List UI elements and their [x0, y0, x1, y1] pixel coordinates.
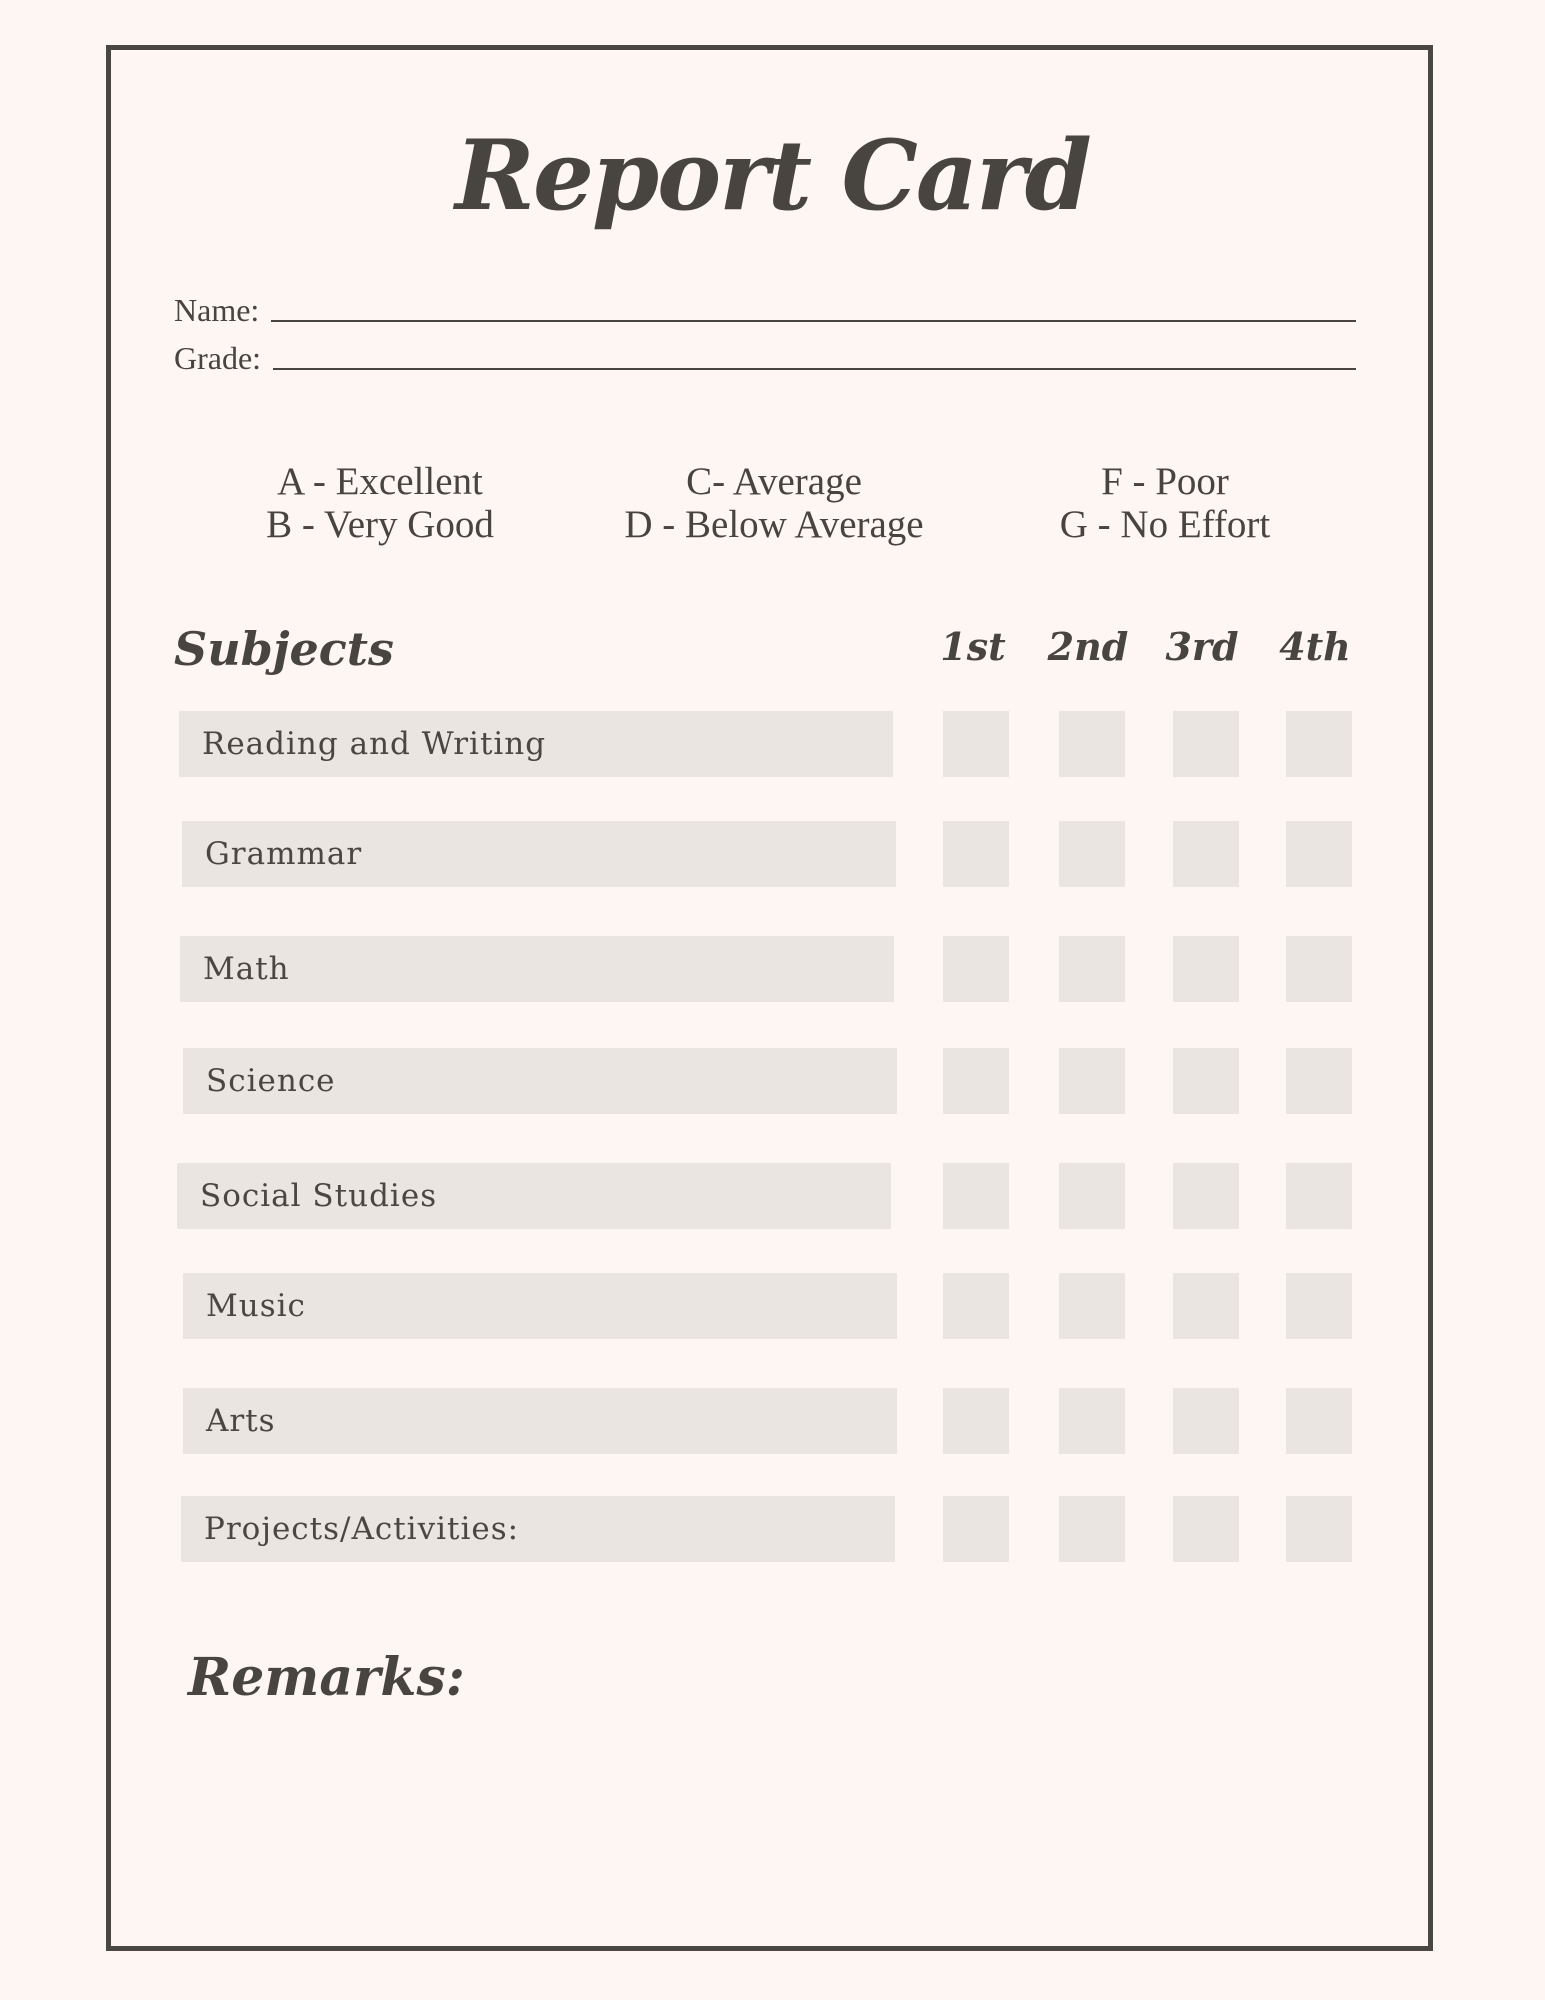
grade-box-q2[interactable] — [1059, 821, 1125, 887]
subject-label: Grammar — [182, 821, 896, 887]
grade-field[interactable] — [174, 336, 1356, 376]
legend-entry: G - No Effort — [1059, 503, 1271, 546]
grade-box-q1[interactable] — [943, 1048, 1009, 1114]
grade-box-q4[interactable] — [1286, 1163, 1352, 1229]
grade-box-q1[interactable] — [943, 821, 1009, 887]
grade-box-q3[interactable] — [1173, 1163, 1239, 1229]
grade-box-q4[interactable] — [1286, 1496, 1352, 1562]
remarks-heading: Remarks: — [188, 1647, 465, 1708]
quarter-heading-3: 3rd — [1165, 624, 1239, 669]
subject-label: Social Studies — [177, 1163, 891, 1229]
grade-box-q4[interactable] — [1286, 1273, 1352, 1339]
grade-box-q1[interactable] — [943, 1273, 1009, 1339]
grade-box-q4[interactable] — [1286, 821, 1352, 887]
grade-box-q2[interactable] — [1059, 1048, 1125, 1114]
grade-box-q3[interactable] — [1173, 1496, 1239, 1562]
grade-box-q1[interactable] — [943, 1163, 1009, 1229]
quarter-heading-2: 2nd — [1047, 624, 1129, 669]
grading-legend-col-2 — [564, 460, 984, 546]
grade-box-q2[interactable] — [1059, 1163, 1125, 1229]
name-field[interactable] — [174, 288, 1356, 328]
grade-box-q2[interactable] — [1059, 1273, 1125, 1339]
grade-box-q3[interactable] — [1173, 1048, 1239, 1114]
grade-box-q4[interactable] — [1286, 711, 1352, 777]
grade-label: Grade: — [174, 340, 262, 376]
grading-legend-col-3 — [955, 460, 1375, 546]
grade-box-q2[interactable] — [1059, 1496, 1125, 1562]
grade-box-q3[interactable] — [1173, 1388, 1239, 1454]
grading-legend-col-1 — [170, 460, 590, 546]
grade-box-q1[interactable] — [943, 1388, 1009, 1454]
grade-box-q1[interactable] — [943, 711, 1009, 777]
subject-label: Science — [183, 1048, 897, 1114]
name-label: Name: — [174, 292, 260, 328]
grade-box-q4[interactable] — [1286, 1048, 1352, 1114]
grade-box-q3[interactable] — [1173, 936, 1239, 1002]
legend-entry: A - Excellent — [277, 460, 483, 503]
legend-entry: B - Very Good — [266, 503, 494, 546]
quarter-heading-4: 4th — [1279, 624, 1351, 669]
legend-entry: F - Poor — [1101, 460, 1229, 503]
name-line[interactable] — [271, 320, 1356, 322]
grade-box-q2[interactable] — [1059, 1388, 1125, 1454]
grade-box-q4[interactable] — [1286, 936, 1352, 1002]
grade-box-q3[interactable] — [1173, 1273, 1239, 1339]
grade-box-q2[interactable] — [1059, 711, 1125, 777]
quarter-heading-1: 1st — [940, 624, 1006, 669]
subject-label: Projects/Activities: — [181, 1496, 895, 1562]
grade-box-q1[interactable] — [943, 936, 1009, 1002]
grade-box-q1[interactable] — [943, 1496, 1009, 1562]
subject-label: Math — [180, 936, 894, 1002]
subjects-heading: Subjects — [174, 622, 394, 676]
subject-label: Reading and Writing — [179, 711, 893, 777]
grade-box-q4[interactable] — [1286, 1388, 1352, 1454]
subject-label: Arts — [183, 1388, 897, 1454]
legend-entry: C- Average — [686, 460, 862, 503]
grade-box-q3[interactable] — [1173, 711, 1239, 777]
subject-label: Music — [183, 1273, 897, 1339]
grade-line[interactable] — [273, 368, 1356, 370]
page-title: Report Card — [455, 119, 1090, 232]
grade-box-q2[interactable] — [1059, 936, 1125, 1002]
grade-box-q3[interactable] — [1173, 821, 1239, 887]
legend-entry: D - Below Average — [624, 503, 924, 546]
